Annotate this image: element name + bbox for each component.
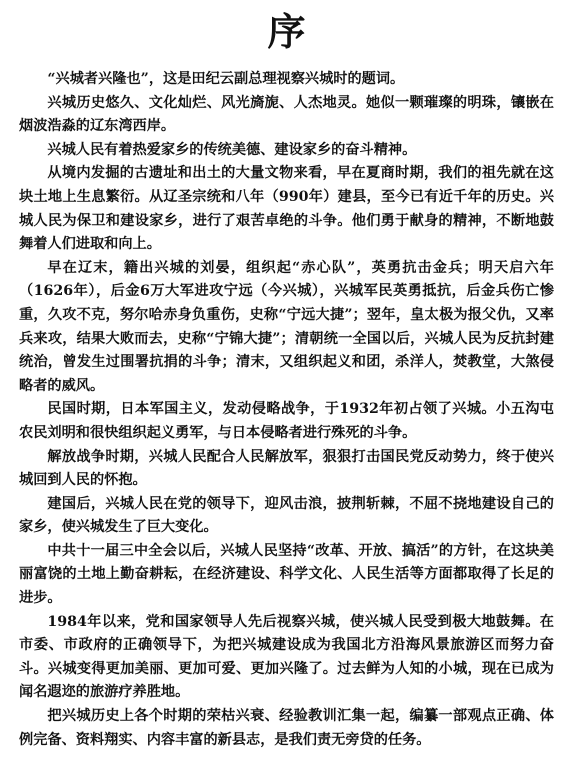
paragraph-4: 从境内发掘的古遗址和出土的大量文物来看，早在夏商时期，我们的祖先就在这块土地上生息繁衍。从辽圣宗统和八年（990年）建县，至今已有近千年的历史。兴城人民为保卫和建设家乡，进行了艰苦卓绝的斗争。他们勇于献身的精神，不断地鼓舞着人们进取和向上。 [19, 165, 554, 253]
paragraph-1: “兴城者兴隆也”，这是田纪云副总理视察兴城时的题词。 [47, 71, 405, 87]
paragraph-7: 解放战争时期，兴城人民配合人民解放军，狠狠打击国民党反动势力，终于使兴城回到人民的怀抱。 [19, 448, 554, 489]
paragraph-10: 1984年以来，党和国家领导人先后视察兴城，使兴城人民受到极大地鼓舞。在市委、市政府的正确领导下，为把兴城建设成为我国北方沿海风景旅游区而努力奋斗。兴城变得更加美丽、更加可爱、更加兴隆了。过去鲜为人知的小城，现在已成为闻名遐迩的旅游疗养胜地。 [19, 613, 554, 701]
paragraph-2: 兴城历史悠久、文化灿烂、风光旖旎、人杰地灵。她似一颗璀璨的明珠，镶嵌在烟波浩淼的辽东湾西岸。 [19, 94, 554, 135]
paragraph-5: 早在辽末，籍出兴城的刘晏，组织起“赤心队”，英勇抗击金兵；明天启六年（1626年），后金6万大军进攻宁远（今兴城），兴城军民英勇抵抗，后金兵伤亡惨重，久攻不克，努尔哈赤身负重伤，史称“宁远大捷”；翌年，皇太极为报父仇，又率兵来攻，结果大败而去，史称“宁锦大捷”；清朝统一全国以后，兴城人民为反抗封建统治，曾发生过围署抗捐的斗争；清末，又组织起义和团，杀洋人，焚教堂，大煞侵略者的威风。 [19, 259, 554, 394]
page-title: 序 [267, 9, 306, 54]
paragraph-6: 民国时期，日本军国主义，发动侵略战争，于1932年初占领了兴城。小五沟屯农民刘明和很快组织起义勇军，与日本侵略者进行殊死的斗争。 [19, 401, 554, 441]
paragraph-8: 建国后，兴城人民在党的领导下，迎风击浪，披荆斩棘，不屈不挠地建设自己的家乡，使兴城发生了巨大变化。 [19, 495, 554, 536]
paragraph-3: 兴城人民有着热爱家乡的传统美德、建设家乡的奋斗精神。 [47, 141, 417, 158]
paragraph-9: 中共十一届三中全会以后，兴城人民坚持“改革、开放、搞活”的方针，在这块美丽富饶的土地上勤奋耕耘，在经济建设、科学文化、人民生活等方面都取得了长足的进步。 [19, 542, 554, 607]
paragraph-11: 把兴城历史上各个时期的荣枯兴衰、经验教训汇集一起，编纂一部观点正确、体例完备、资料翔实、内容丰富的新县志，是我们责无旁贷的任务。 [19, 708, 554, 748]
